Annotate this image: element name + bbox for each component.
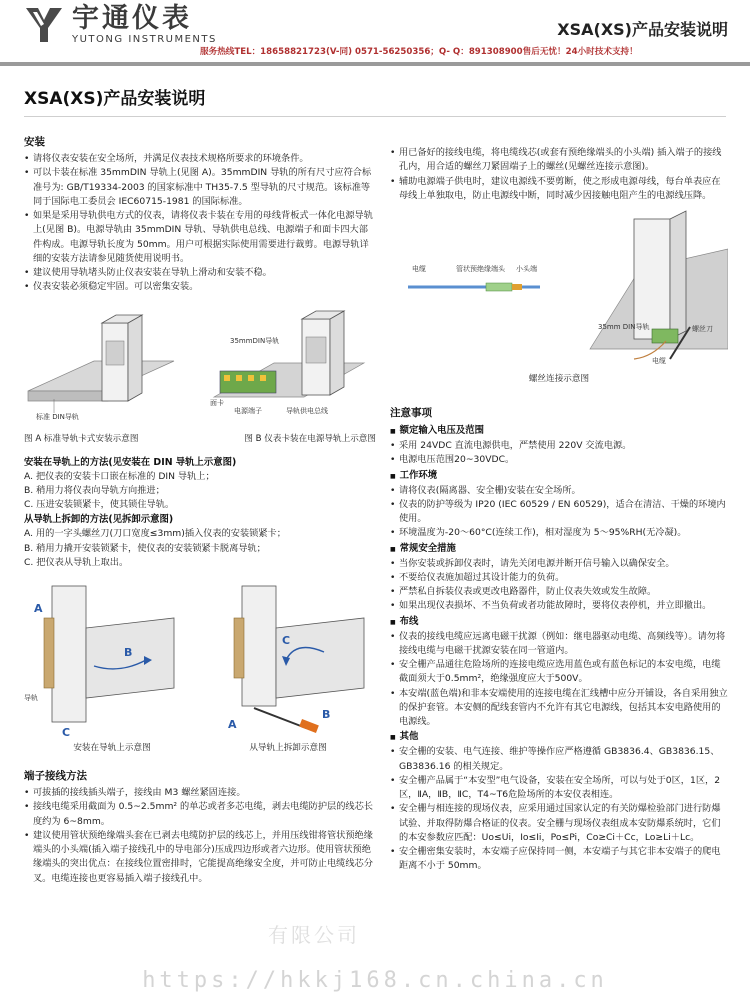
step-letter-b: B	[124, 646, 133, 659]
list-item: • 可拔插的接线插头端子，接线由 M3 螺丝紧固连接。	[24, 786, 376, 800]
list-item: • 接线电缆采用截面为 0.5~2.5mm² 的单芯或者多芯电缆，剥去电缆防护层的线芯长度约为 6~8mm。	[24, 800, 376, 829]
list-item: • 安全栅密集安装时，本安端子应保持同一侧，本安端子与其它非本安端子的爬电距离不小于 50mm。	[390, 845, 728, 874]
notes-section-items	[390, 630, 728, 730]
list-item: • 安全栅产品属于“本安型”电气设备，安装在安全场所，可以与处于0区，1区，2区，ⅡA，ⅡB，ⅡC，T4~T6危险场所的本安仪表相连。	[390, 774, 728, 803]
figure-a-label: 标准 DIN导轨	[36, 412, 79, 421]
list-item: • 仪表安装必须稳定牢固。可以密集安装。	[24, 280, 376, 294]
figure-b-caption: 图 B 仪表卡装在电源导轨上示意图	[244, 433, 376, 444]
rail-remove-heading: 从导轨上拆卸的方法(见拆卸示意图)	[24, 514, 174, 526]
mount-figure-drawing	[24, 586, 174, 739]
notes-section-title: ■ 工作环境	[390, 469, 438, 481]
brand-name-cn: 宇通仪表	[72, 3, 192, 34]
notes-heading: 注意事项	[390, 407, 432, 419]
screwdriver-label: 螺丝刀	[692, 325, 713, 333]
notes-section-items	[390, 439, 728, 468]
remove-figure-caption: 从导轨上拆卸示意图	[249, 743, 327, 753]
header-title: XSA(XS)产品安装说明	[557, 20, 728, 39]
list-item: B. 稍用力撬开安装锁紧卡，使仪表的安装锁紧卡脱离导轨；	[24, 542, 266, 554]
square-bullet-icon: ■	[390, 734, 396, 742]
step-letter-b: B	[322, 708, 331, 721]
figure-captions-ab	[24, 433, 376, 445]
watermark-url: https://hkkj168.cn.china.cn	[142, 968, 608, 993]
brand-name-en: YUTONG INSTRUMENTS	[72, 34, 217, 45]
notes-section-title: ■ 其他	[390, 731, 419, 743]
list-item: • 当你安装或拆卸仪表时，请先关闭电源并断开信号输入以确保安全。	[390, 557, 728, 571]
figure-b-label: 面卡	[210, 398, 224, 407]
figure-row-mount-remove	[24, 578, 376, 740]
rail-mount-heading: 安装在导轨上的方法(见安装在 DIN 导轨上示意图)	[24, 456, 237, 468]
service-hotline: 服务热线TEL：18658821723(V-同) 0571-56250356；Q- Q：891308900售后无忧！24小时技术支持！	[200, 47, 638, 57]
notes-section-title: ■ 常规安全措施	[390, 542, 456, 554]
list-item: A. 把仪表的安装卡口嵌在标准的 DIN 导轨上；	[24, 470, 215, 482]
watermark-company: 有限公司	[268, 923, 360, 947]
list-item: • 可以卡装在标准 35mmDIN 导轨上(见图 A)。35mmDIN 导轨的所有尺寸应符合标准号为: GB/T19334-2003 的国家标准中 TH35-7.5 型导轨的尺寸规范。该标准等同于国际电工委员会 IEC60715-1981 的国际标准。	[24, 166, 376, 209]
notes-section-items	[390, 557, 728, 614]
screw-figure-caption: 螺丝连接示意图	[528, 374, 590, 384]
figure-b-label: 35mmDIN导轨	[230, 336, 280, 345]
figure-b-drawing	[210, 311, 364, 415]
list-item: B. 稍用力将仪表向导轨方向推进；	[24, 484, 165, 496]
list-item: • 建议使用导轨堵头防止仪表安装在导轨上滑动和安装不稳。	[24, 266, 376, 280]
list-item: • 请将仪表安装在安全场所，并满足仪表技术规格所要求的环境条件。	[24, 152, 376, 166]
wiring-bullets	[24, 786, 376, 886]
square-bullet-icon: ■	[390, 618, 396, 626]
square-bullet-icon: ■	[390, 545, 396, 553]
list-item: • 电源电压范围20~30VDC。	[390, 453, 728, 467]
rail-mount-steps	[24, 470, 376, 513]
notes-section-items	[390, 484, 728, 541]
yutong-logo-icon	[24, 4, 64, 44]
list-item: • 仪表的防护等级为 IP20 (IEC 60529 / EN 60529)，适合在清洁、干燥的环境内使用。	[390, 498, 728, 527]
step-letter-a: A	[228, 718, 237, 731]
page-header	[0, 0, 750, 66]
screw-connection-figure	[390, 209, 728, 369]
wiring-heading: 端子接线方法	[24, 770, 87, 782]
rail-remove-steps	[24, 527, 376, 570]
list-item: • 环境温度为-20～60°C(连续工作)，相对湿度为 5～95%RH(无冷凝)。	[390, 526, 728, 540]
list-item: • 安全栅与相连接的现场仪表，应采用通过国家认定的有关防爆检验部门进行防爆试验、并取得防爆合格证的仪表。安全栅与现场仪表组成本安防爆系统时，它们的本安参数应匹配：Uo≤Ui，Io≤Ii，Po≤Pi，Co≥Ci＋Cc，Lo≥Li＋Lc。	[390, 802, 728, 845]
list-item: C. 把仪表从导轨上取出。	[24, 556, 129, 568]
din-rail-figures	[24, 301, 376, 429]
figure-captions-mount-remove	[24, 742, 376, 754]
figure-a-caption: 图 A 标准导轨卡式安装示意图	[24, 433, 139, 444]
list-item: • 严禁私自拆装仪表或更改电路器件，防止仪表失效或发生故障。	[390, 585, 728, 599]
figure-b-label: 电源端子	[234, 406, 262, 415]
figure-b-label: 导轨供电总线	[286, 406, 328, 415]
square-bullet-icon: ■	[390, 472, 396, 480]
header-divider	[0, 62, 750, 66]
mount-figure-caption: 安装在导轨上示意图	[73, 743, 151, 753]
notes-section-items	[390, 745, 728, 873]
step-letter-c: C	[282, 634, 291, 647]
install-bullets	[24, 152, 376, 295]
list-item: A. 用的一字头螺丝刀(刀口宽度≤3mm)插入仪表的安装锁紧卡；	[24, 528, 286, 540]
list-item: • 仪表的接线电缆应远离电磁干扰源（例如：继电器驱动电缆、高频线等）。请勿将接线电缆与电磁干扰源安装在同一管道内。	[390, 630, 728, 659]
screw-connection-drawing	[390, 209, 728, 369]
notes-section-title: ■ 额定输入电压及范围	[390, 425, 485, 436]
list-item: • 建议使用管状预绝缘端头套在已剥去电缆防护层的线芯上，并用压线钳将管状预绝缘端头的小头端(插入端子接线孔中的导电部分)压成四边形或者六边形。使用管状预绝缘端头的突出优点：在接线位置密排时，它能提高绝缘安全度，并可防止电缆线芯分叉。电缆连接也更容易插入端子接线孔中。	[24, 829, 376, 886]
list-item: • 采用 24VDC 直流电源供电，严禁使用 220V 交流电源。	[390, 439, 728, 453]
step-letter-c: C	[62, 726, 71, 739]
list-item: C. 压进安装锁紧卡，使其锁住导轨。	[24, 499, 175, 510]
cable-label: 电缆	[652, 357, 666, 365]
ferrule-label: 管状预绝缘端头	[456, 265, 505, 273]
install-heading: 安装	[24, 136, 45, 148]
din-rail-label: 35mm DIN导轨	[598, 323, 650, 331]
square-bullet-icon: ■	[390, 428, 396, 435]
list-item: • 安全栅的安装、电气连接、维护等操作应严格遵循 GB3836.4、GB3836.15、GB3836.16 的相关规定。	[390, 745, 728, 774]
figure-row-ab	[24, 301, 376, 429]
figure-a-drawing	[28, 315, 174, 421]
cable-label: 电缆	[412, 265, 426, 273]
small-end-label: 小头端	[516, 265, 537, 273]
remove-figure-drawing	[228, 586, 364, 733]
list-item: • 辅助电源端子供电时，建议电源线不要剪断，使之形成电源母线，每台单表应在母线上单独取电，防止电源线中断，同时减少因接触电阻产生的电源线压降。	[390, 175, 728, 204]
list-item: • 本安端(蓝色端)和非本安端使用的连接电缆在汇线槽中应分开铺设，各自采用独立的保护套管。本安侧的配线套管内不允许有其它电源线，包括其本安电路使用的电源线。	[390, 687, 728, 730]
step-letter-a: A	[34, 602, 43, 615]
right-column	[390, 146, 728, 874]
page-title: XSA(XS)产品安装说明	[24, 89, 206, 109]
list-item: • 如果出现仪表损坏、不当负荷或者功能故障时，要将仪表停机，并立即撤出。	[390, 599, 728, 613]
left-column	[24, 132, 376, 886]
notes-section-title: ■ 布线	[390, 615, 419, 627]
rail-label: 导轨	[24, 694, 38, 702]
wiring-cont-bullets	[390, 146, 728, 203]
mount-remove-figures	[24, 578, 376, 740]
list-item: • 如果是采用导轨供电方式的仪表，请将仪表卡装在专用的母线背板式一体化电源导轨上(见图 B)。电源导轨由 35mmDIN 导轨、导轨供电总线、电源端子和面卡四大部件构成。电源导轨长度为 50mm。用户可根据实际使用需要进行裁剪。电源导轨详细的安装方法请参见随货使用说明书。	[24, 209, 376, 266]
list-item: • 用已备好的接线电缆，将电缆线芯(或套有预绝缘端头的小头端) 插入端子的接线孔内，用合适的螺丝刀紧固端子上的螺丝(见螺丝连接示意图)。	[390, 146, 728, 175]
title-divider	[24, 116, 726, 117]
list-item: • 请将仪表(隔离器、安全栅)安装在安全场所。	[390, 484, 728, 498]
list-item: • 安全栅产品通往危险场所的连接电缆应选用蓝色或有蓝色标记的本安电缆，电缆截面须大于0.5mm²，绝缘强度应大于500V。	[390, 658, 728, 687]
list-item: • 不要给仪表施加超过其设计能力的负荷。	[390, 571, 728, 585]
